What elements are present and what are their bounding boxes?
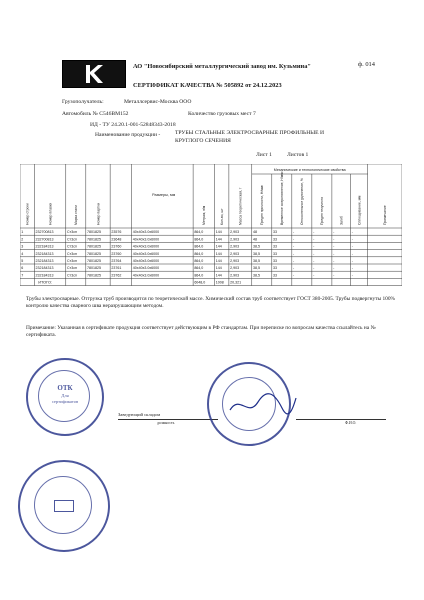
table-cell: 40x40x3.0x6000 [132, 244, 160, 249]
table-cell: - [333, 259, 335, 263]
header-cell: Размеры, мм [152, 193, 176, 197]
signer-role-caption: должность [157, 421, 175, 425]
table-cell: 33 [273, 237, 278, 242]
fio-underline [296, 419, 386, 420]
table-cell: - [313, 266, 315, 271]
tu-line: ИД - ТУ 24.20.1-001-52848343-2018 [90, 122, 176, 128]
table-cell: 1 [21, 230, 24, 235]
header-cell: Относительное удлинение, % [300, 178, 305, 225]
header-cell: Номер строки [25, 203, 30, 225]
table-cell: - [293, 230, 295, 235]
company-logo [62, 60, 126, 88]
table-cell: 40x40x3.0x6000 [132, 237, 160, 242]
table-cell: Ст3сп [66, 251, 77, 256]
table-cell: - [351, 244, 353, 249]
table-cell: 144 [215, 266, 222, 271]
header-cell: Номер плавки [48, 202, 53, 225]
table-cell: - [313, 273, 315, 278]
header-cell: Загиб [339, 215, 344, 225]
header-cell: Примечание [383, 205, 388, 225]
table-cell: - [313, 244, 315, 249]
table-cell: 33 [273, 251, 278, 256]
quality-table [20, 164, 402, 292]
table-cell: 23760 [111, 244, 122, 249]
table-cell: - [333, 230, 335, 235]
table-cell: 23648 [111, 237, 122, 242]
table-cell: 232184313 [35, 266, 54, 271]
table-cell: Ст3сп [66, 259, 77, 263]
table-cell: - [313, 237, 315, 242]
sheet-number: Лист 1 [256, 152, 272, 158]
table-cell: - [293, 237, 295, 242]
header-cell: Номер партии [96, 202, 101, 225]
header-cell: Сплющивание, мм [357, 195, 362, 225]
table-cell: - [313, 251, 315, 256]
table-cell: 7801825 [87, 237, 102, 242]
table-cell: 5 [21, 259, 24, 263]
table-grid [20, 164, 402, 292]
table-cell: - [351, 237, 353, 242]
note-pipes: Трубы электросварные. Отгрузка труб производится по теоретической массе. Химический состав труб соответствует ГОСТ 380-2005. Трубы подвергнуты 100% контролю качества сварного шва неразрушающим методом. [26, 296, 396, 309]
table-cell: 4 [21, 251, 24, 256]
table-cell: 232184313 [35, 259, 54, 263]
table-cell: - [293, 273, 295, 278]
certificate-title: СЕРТИФИКАТ КАЧЕСТВА № 505892 от 24.12.2023 [133, 82, 282, 89]
group-header-text: Механические и технологические свойства [273, 168, 346, 172]
table-cell: - [351, 273, 353, 278]
signer-role: Заведующий складом [118, 412, 161, 417]
table-cell: - [351, 266, 353, 271]
table-cell: 2,903 [230, 244, 240, 249]
table-cell: 864,0 [194, 244, 204, 249]
header-cell: Метраж, п/м [202, 205, 207, 225]
places-label: Количество грузовых мест 7 [188, 111, 256, 117]
k-logo-icon [81, 62, 107, 86]
role-underline [118, 419, 218, 420]
table-cell: - [313, 230, 315, 235]
table-cell: 144 [215, 244, 222, 249]
table-cell: 33 [273, 244, 278, 249]
table-cell: 232700813 [35, 230, 54, 235]
company-name: АО "Новосибирский металлургический завод им. Кузьмина" [133, 63, 311, 70]
table-cell: 23764 [111, 259, 122, 263]
total-mass: 20,321 [230, 280, 242, 285]
otk-stamp-line3: сертификатов [51, 399, 79, 404]
table-cell: 23576 [111, 230, 122, 235]
header-cell: Предел прочности, Н/мм² [260, 184, 265, 225]
table-cell: 33 [273, 273, 278, 278]
table-cell: 7801825 [87, 273, 102, 278]
form-number: ф. 014 [358, 61, 375, 68]
table-cell: 144 [215, 237, 222, 242]
table-cell: 38,5 [252, 259, 260, 263]
table-cell: 23762 [111, 273, 122, 278]
table-cell: 144 [215, 273, 222, 278]
table-cell: - [293, 266, 295, 271]
otk-stamp [26, 358, 104, 436]
table-cell: 232184313 [35, 273, 54, 278]
table-cell: - [333, 266, 335, 271]
table-cell: 144 [215, 259, 222, 263]
table-cell: 7801825 [87, 266, 102, 271]
table-cell: 2 [21, 237, 24, 242]
table-cell: 38,5 [252, 273, 260, 278]
table-cell: - [333, 251, 335, 256]
table-cell: 38,5 [252, 266, 260, 271]
table-cell: Ст3сп [66, 230, 77, 235]
table-cell: - [351, 251, 353, 256]
table-cell: 3 [21, 244, 24, 249]
table-cell: 40x40x3.0x6000 [132, 251, 160, 256]
product-label: Наименование продукции - [95, 132, 161, 138]
table-cell: - [351, 259, 353, 263]
table-cell: 7 [21, 273, 24, 278]
product-value-2: КРУГЛОГО СЕЧЕНИЯ [175, 138, 231, 144]
header-cell: Марка стали [74, 205, 79, 225]
note-remark: Примечание: Указанная в сертификате продукция соответствует действующим в РФ стандартам. При переписке по вопросам качества ссылайтесь на № сертификата. [26, 325, 376, 338]
table-cell: 2,903 [230, 266, 240, 271]
otk-stamp-title: ОТК [57, 384, 73, 392]
consignee-value: Металлсервис-Москва ООО [124, 99, 192, 105]
table-cell: - [351, 230, 353, 235]
total-length: 6048,0 [194, 280, 206, 285]
header-cell: Временное сопротивление, Н/мм² [280, 171, 285, 225]
table-cell: 864,0 [194, 259, 204, 263]
signature-scribble [228, 390, 298, 420]
table-cell: 40x40x3.0x6000 [132, 259, 160, 263]
table-cell: 864,0 [194, 251, 204, 256]
table-cell: - [333, 273, 335, 278]
table-cell: 864,0 [194, 237, 204, 242]
table-cell: 864,0 [194, 230, 204, 235]
table-cell: 7801825 [87, 251, 102, 256]
sheets-total: Листов 1 [287, 152, 309, 158]
date-stamp [18, 460, 110, 552]
table-cell: 2,903 [230, 259, 240, 263]
table-cell: 7801825 [87, 244, 102, 249]
table-cell: - [293, 259, 295, 263]
table-cell: 33 [273, 266, 278, 271]
table-cell: 40x40x3.0x6000 [132, 273, 160, 278]
table-cell: - [293, 244, 295, 249]
product-value-1: ТРУБЫ СТАЛЬНЫЕ ЭЛЕКТРОСВАРНЫЕ ПРОФИЛЬНЫЕ И [175, 130, 325, 136]
table-cell: 144 [215, 251, 222, 256]
table-cell: 33 [273, 259, 278, 263]
table-cell: 2,903 [230, 251, 240, 256]
table-cell: 232700813 [35, 237, 54, 242]
table-cell: 40x40x3.0x6000 [132, 266, 160, 271]
table-cell: Ст3сп [66, 266, 77, 271]
table-cell: 48 [252, 230, 257, 235]
table-cell: 38,5 [252, 244, 260, 249]
table-cell: 2,903 [230, 273, 240, 278]
table-cell: - [313, 259, 315, 263]
otk-stamp-line2: Для [61, 393, 69, 398]
table-cell: 7801825 [87, 230, 102, 235]
table-cell: Ст3сп [66, 237, 77, 242]
table-cell: 40x40x3.0x6000 [132, 230, 160, 235]
fio-caption: Ф.И.О. [345, 421, 357, 425]
table-cell: 48 [252, 237, 257, 242]
table-cell: 6 [21, 266, 24, 271]
table-cell: - [293, 251, 295, 256]
header-cell: Предел текучести [320, 196, 325, 225]
table-cell: 232184313 [35, 251, 54, 256]
table-cell: 232184313 [35, 244, 54, 249]
total-label: ИТОГО: [38, 280, 52, 285]
header-cell: Кол-во, шт [220, 208, 225, 225]
table-cell: 23761 [111, 266, 122, 271]
table-cell: 2,903 [230, 230, 240, 235]
table-cell: 864,0 [194, 266, 204, 271]
table-cell: 38,5 [252, 251, 260, 256]
table-cell: 33 [273, 230, 278, 235]
consignee-label: Грузополучатель: [62, 99, 104, 105]
vehicle-label: Автомобиль № С546ВМ152 [62, 111, 129, 117]
table-cell: - [333, 244, 335, 249]
table-cell: Ст3сп [66, 244, 77, 249]
table-cell: 23760 [111, 251, 122, 256]
table-cell: 2,903 [230, 237, 240, 242]
table-cell: - [333, 237, 335, 242]
table-cell: 864,0 [194, 273, 204, 278]
header-cell: Масса теоретическая, т [238, 187, 243, 225]
table-cell: 7801825 [87, 259, 102, 263]
table-cell: 144 [215, 230, 222, 235]
table-cell: Ст3сп [66, 273, 77, 278]
total-count: 1008 [215, 280, 224, 285]
